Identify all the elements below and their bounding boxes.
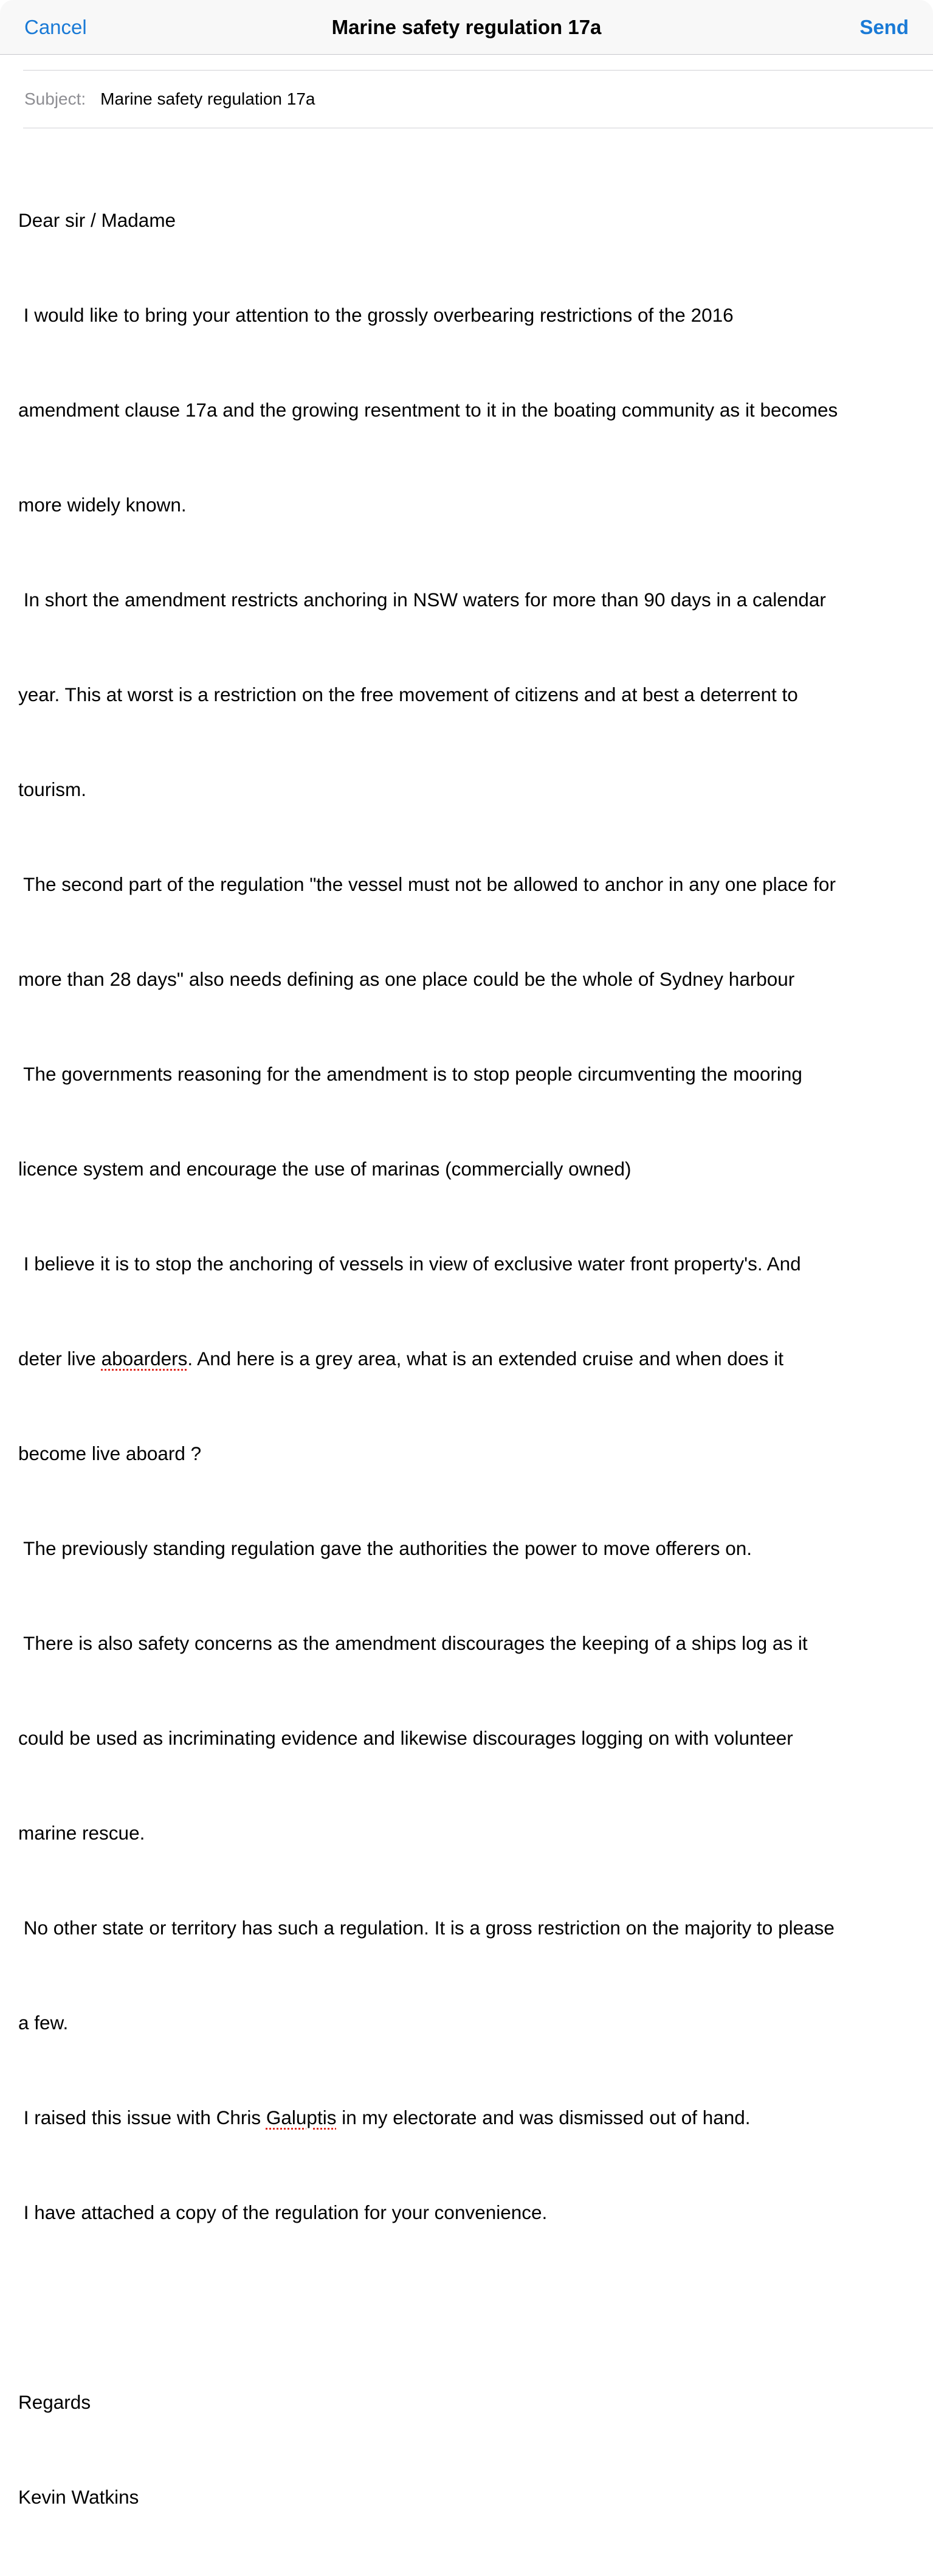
body-line: could be used as incriminating evidence and likewise discourages logging on with volunteer (18, 1727, 793, 1749)
compose-title: Marine safety regulation 17a (331, 16, 602, 38)
body-line: amendment clause 17a and the growing resentment to it in the boating community as it becomes (18, 399, 838, 421)
message-body-editor[interactable] (18, 141, 921, 2576)
body-line: more widely known. (18, 494, 187, 516)
body-line: I have attached a copy of the regulation for your convenience. (18, 2201, 548, 2223)
body-line: a few. (18, 2012, 69, 2034)
body-line: Regards (18, 2391, 91, 2413)
body-line (18, 1343, 921, 1374)
body-text-segment: deter live (18, 1348, 102, 1369)
body-line: I would like to bring your attention to the grossly overbearing restrictions of the 2016 (18, 304, 734, 326)
body-line: The governments reasoning for the amendment is to stop people circumventing the mooring (18, 1063, 802, 1085)
body-line: No other state or territory has such a regulation. It is a gross restriction on the majority to please (18, 1917, 835, 1939)
body-line: year. This at worst is a restriction on the free movement of citizens and at best a deterrent to (18, 684, 798, 705)
body-line: more than 28 days" also needs defining as one place could be the whole of Sydney harbour (18, 968, 795, 990)
body-line: I believe it is to stop the anchoring of vessels in view of exclusive water front property's. And (18, 1253, 801, 1275)
body-text-segment: in my electorate and was dismissed out of hand. (336, 2107, 751, 2128)
body-line (18, 2102, 921, 2133)
body-line: The previously standing regulation gave the authorities the power to move offerers on. (18, 1537, 752, 1559)
subject-field[interactable] (24, 87, 315, 111)
body-line (18, 2291, 921, 2323)
body-text-segment: I raised this issue with Chris (18, 2107, 266, 2128)
body-line: The second part of the regulation "the vessel must not be allowed to anchor in any one place for (18, 873, 836, 895)
subject-label: Subject: (24, 89, 86, 108)
body-text-segment: . And here is a grey area, what is an extended cruise and when does it (187, 1348, 784, 1369)
send-button[interactable]: Send (859, 16, 909, 38)
body-line: In short the amendment restricts anchoring in NSW waters for more than 90 days in a calendar (18, 589, 826, 611)
body-line: become live aboard ? (18, 1442, 202, 1464)
body-line: There is also safety concerns as the amendment discourages the keeping of a ships log as it (18, 1632, 808, 1654)
body-line: Kevin Watkins (18, 2486, 139, 2508)
misspelled-word[interactable]: Galuptis (266, 2107, 337, 2128)
subject-input[interactable]: Marine safety regulation 17a (100, 89, 315, 108)
cancel-button[interactable]: Cancel (24, 16, 87, 38)
compose-nav-bar (0, 0, 933, 55)
body-line: tourism. (18, 778, 87, 800)
misspelled-word[interactable]: aboarders (101, 1348, 188, 1369)
body-line: Dear sir / Madame (18, 209, 176, 231)
body-line: licence system and encourage the use of marinas (commercially owned) (18, 1158, 632, 1180)
body-line: marine rescue. (18, 1822, 145, 1844)
field-divider (23, 70, 933, 71)
